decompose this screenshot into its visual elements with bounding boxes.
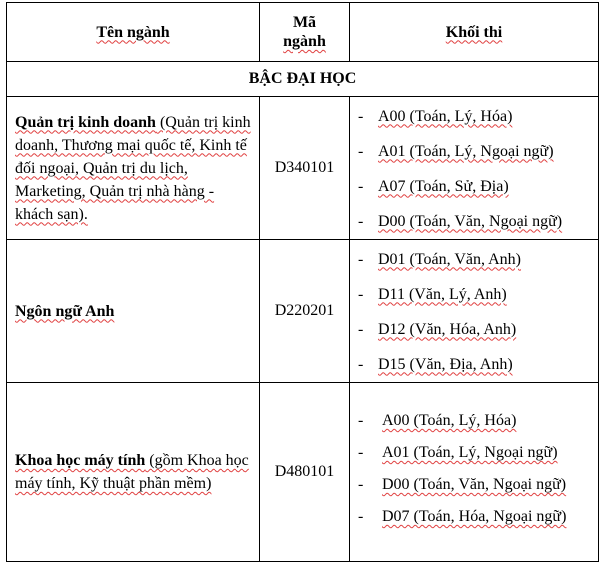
list-item: - D01 (Toán, Văn, Anh) xyxy=(358,250,522,268)
major-name-bold: Ngôn ngữ Anh xyxy=(15,302,115,320)
major-name-bold: Quản trị kinh doanh xyxy=(15,113,156,131)
section-title: BẬC ĐẠI HỌC xyxy=(7,62,599,97)
header-blocks: Khối thi xyxy=(350,3,599,62)
major-code: D220201 xyxy=(260,240,350,383)
list-item: - D12 (Văn, Hóa, Anh) xyxy=(358,320,517,338)
major-name-detail: (Quản trị kinh doanh, Thương mại quốc tế, Kinh tế đối ngoại, Quản trị du lịch, Marketing, Quản trị nhà hàng - khách sạn). xyxy=(15,113,251,223)
list-item: - D00 (Toán, Văn, Ngoại ngữ) xyxy=(358,476,567,493)
list-item: - A01 (Toán, Lý, Ngoại ngữ) xyxy=(358,142,554,160)
list-item: - D00 (Toán, Văn, Ngoại ngữ) xyxy=(358,212,563,230)
major-code: D340101 xyxy=(260,97,350,240)
exam-blocks xyxy=(350,97,599,240)
table-row xyxy=(7,240,599,383)
majors-table xyxy=(6,2,599,562)
major-name-detail: (gồm Khoa học máy tính, Kỹ thuật phần mềm) xyxy=(15,452,249,492)
exam-blocks xyxy=(350,383,599,562)
list-item: - D11 (Văn, Lý, Anh) xyxy=(358,285,507,303)
major-name xyxy=(7,97,260,240)
list-item: - A00 (Toán, Lý, Hóa) xyxy=(358,412,517,429)
header-row xyxy=(7,3,599,62)
list-item: - A01 (Toán, Lý, Ngoại ngữ) xyxy=(358,444,558,461)
list-item: - D07 (Toán, Hóa, Ngoại ngữ) xyxy=(358,508,567,525)
table-row xyxy=(7,97,599,240)
exam-blocks xyxy=(350,240,599,383)
list-item: - A07 (Toán, Sử, Địa) xyxy=(358,177,509,195)
header-code: Mã ngành xyxy=(260,3,350,62)
table-row xyxy=(7,383,599,562)
header-name: Tên ngành xyxy=(7,3,260,62)
major-name xyxy=(7,240,260,383)
list-item: - D15 (Văn, Địa, Anh) xyxy=(358,355,513,373)
list-item: - A00 (Toán, Lý, Hóa) xyxy=(358,107,513,125)
section-row xyxy=(7,62,599,97)
major-name-bold: Khoa học máy tính xyxy=(15,452,146,469)
major-code: D480101 xyxy=(260,383,350,562)
major-name xyxy=(7,383,260,562)
